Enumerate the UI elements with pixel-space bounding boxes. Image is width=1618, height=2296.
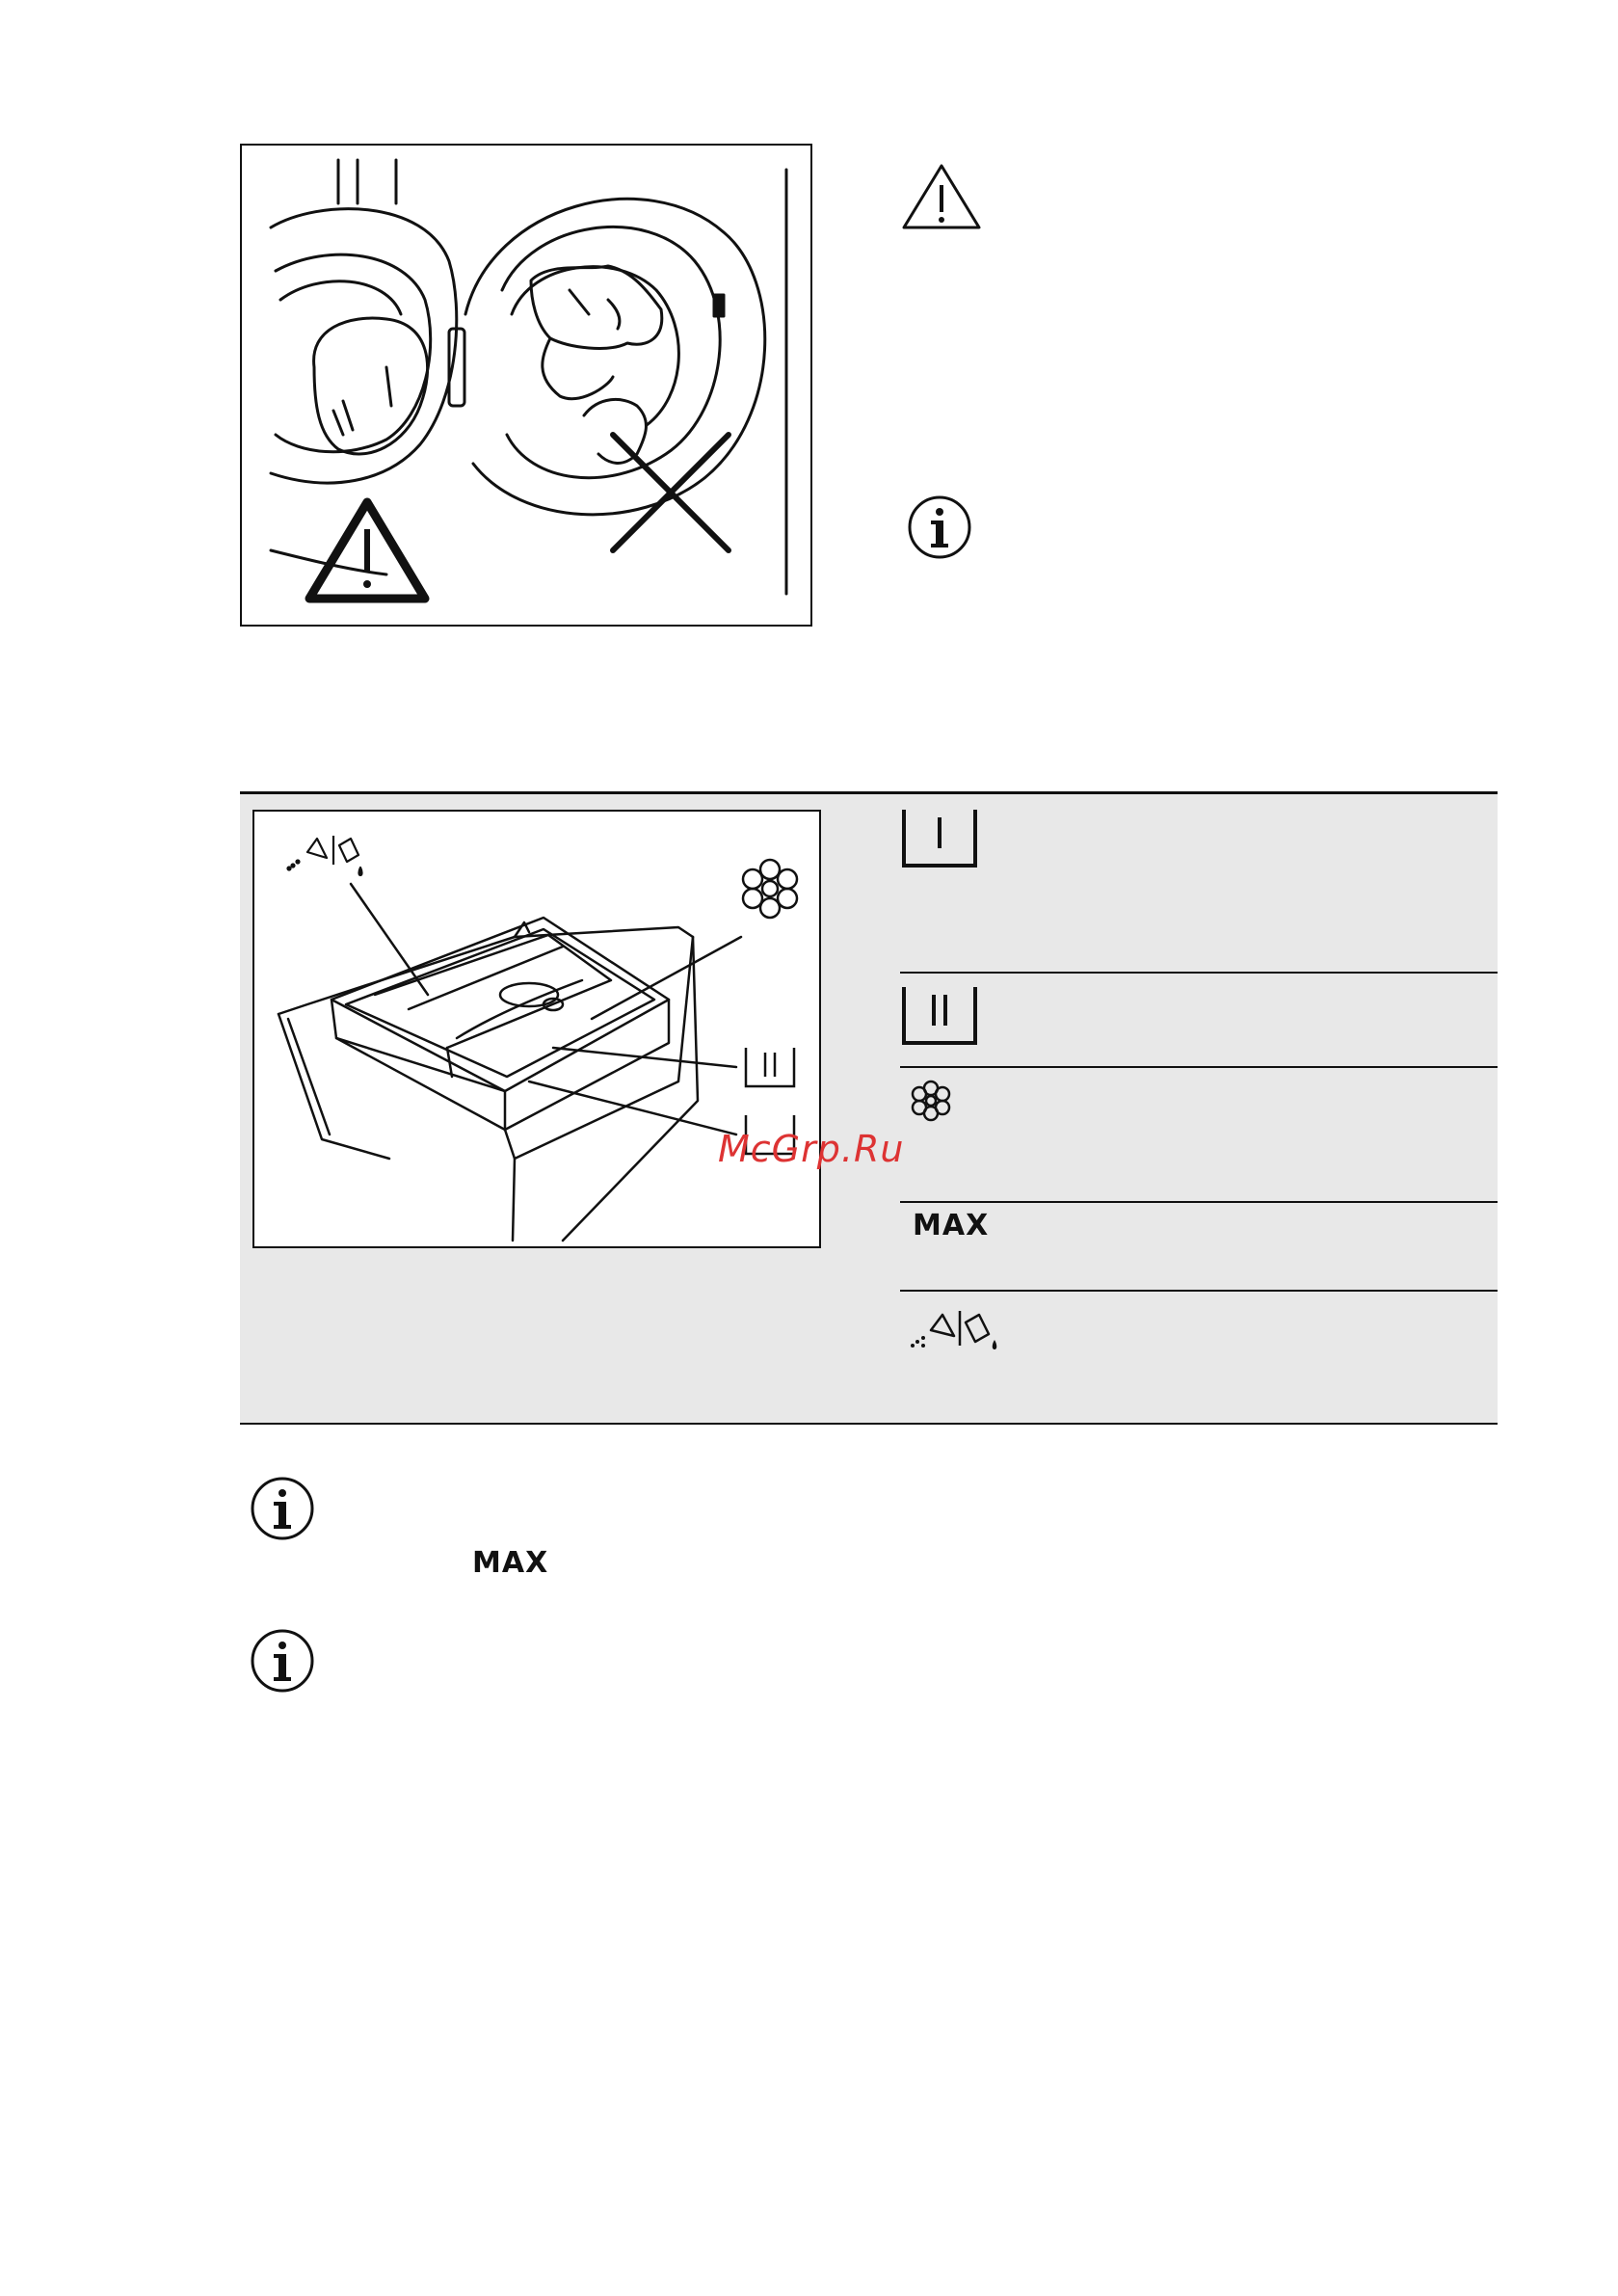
info-icon (906, 494, 973, 561)
warning-icon (900, 162, 983, 231)
compartment-main-wash-icon (900, 985, 979, 1047)
info-icon (249, 1475, 316, 1542)
detergent-dispenser-drawing (254, 812, 819, 1246)
watermark: McGrp.Ru (718, 1128, 905, 1170)
flower-softener-icon (743, 860, 797, 918)
door-illustration (240, 144, 812, 627)
dispenser-illustration (252, 810, 821, 1248)
compartment-main-wash-icon (746, 1048, 794, 1086)
section-bottom-rule (240, 1423, 1498, 1425)
row-separator (900, 972, 1498, 974)
row-separator (900, 1201, 1498, 1203)
powder-liquid-detergent-icon (910, 1303, 1002, 1351)
washing-machine-door-drawing (242, 146, 810, 625)
section-top-rule (240, 791, 1498, 794)
row-separator (900, 1066, 1498, 1068)
note-max-label: MAX (472, 1546, 549, 1580)
info-icon (249, 1627, 316, 1695)
powder-liquid-detergent-icon (288, 836, 362, 875)
row-separator (900, 1290, 1498, 1292)
max-level-label: MAX (913, 1209, 990, 1242)
compartment-prewash-icon (900, 808, 979, 869)
flower-softener-icon (910, 1080, 952, 1122)
warning-triangle-icon (309, 502, 425, 599)
